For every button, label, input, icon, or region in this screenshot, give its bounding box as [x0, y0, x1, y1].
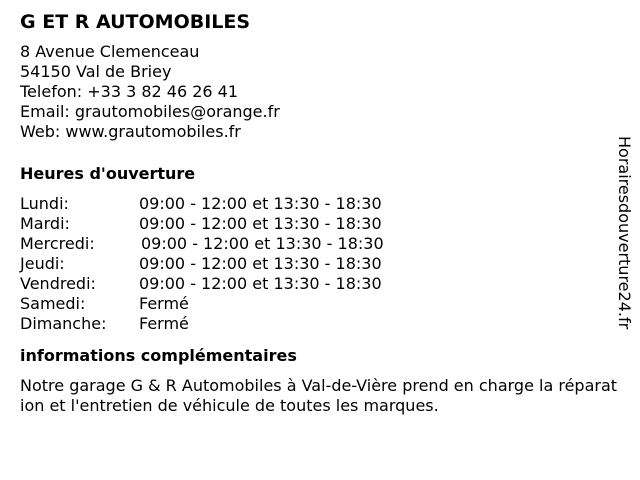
email-line: Email: grautomobiles@orange.fr — [20, 102, 280, 121]
hours-row-mardi — [20, 214, 384, 234]
phone-line: Telefon: +33 3 82 46 26 41 — [20, 82, 239, 101]
hours-row-vendredi — [20, 274, 384, 294]
city-address: 54150 Val de Briey — [20, 62, 172, 81]
day-hours: 09:00 - 12:00 et 13:30 - 18:30 — [141, 234, 384, 253]
day-label: Jeudi: — [20, 254, 65, 273]
web-line: Web: www.grautomobiles.fr — [20, 122, 241, 141]
hours-heading: Heures d'ouverture — [20, 164, 196, 183]
day-label: Vendredi: — [20, 274, 96, 293]
hours-row-lundi — [20, 194, 384, 214]
day-label: Lundi: — [20, 194, 69, 213]
day-label: Mercredi: — [20, 234, 95, 253]
day-hours: 09:00 - 12:00 et 13:30 - 18:30 — [139, 254, 382, 273]
day-label: Dimanche: — [20, 314, 107, 333]
site-watermark: Horairesdouverture24.fr — [615, 136, 634, 330]
hours-row-mercredi — [20, 234, 384, 254]
hours-table — [20, 194, 384, 334]
day-hours: 09:00 - 12:00 et 13:30 - 18:30 — [139, 214, 382, 233]
day-hours: Fermé — [139, 294, 189, 313]
address-block — [20, 42, 610, 142]
street-address: 8 Avenue Clemenceau — [20, 42, 200, 61]
business-card — [20, 10, 618, 416]
day-label: Mardi: — [20, 214, 70, 233]
business-name: G ET R AUTOMOBILES — [20, 11, 251, 33]
day-hours: 09:00 - 12:00 et 13:30 - 18:30 — [139, 194, 382, 213]
hours-row-samedi — [20, 294, 384, 314]
info-heading: informations complémentaires — [20, 346, 297, 365]
info-description: Notre garage G & R Automobiles à Val-de-Vière prend en charge la réparation et l'entretien de véhicule de toutes les marques. — [20, 376, 618, 415]
day-label: Samedi: — [20, 294, 86, 313]
hours-row-jeudi — [20, 254, 384, 274]
day-hours: 09:00 - 12:00 et 13:30 - 18:30 — [139, 274, 382, 293]
day-hours: Fermé — [139, 314, 189, 333]
hours-row-dimanche — [20, 314, 384, 334]
